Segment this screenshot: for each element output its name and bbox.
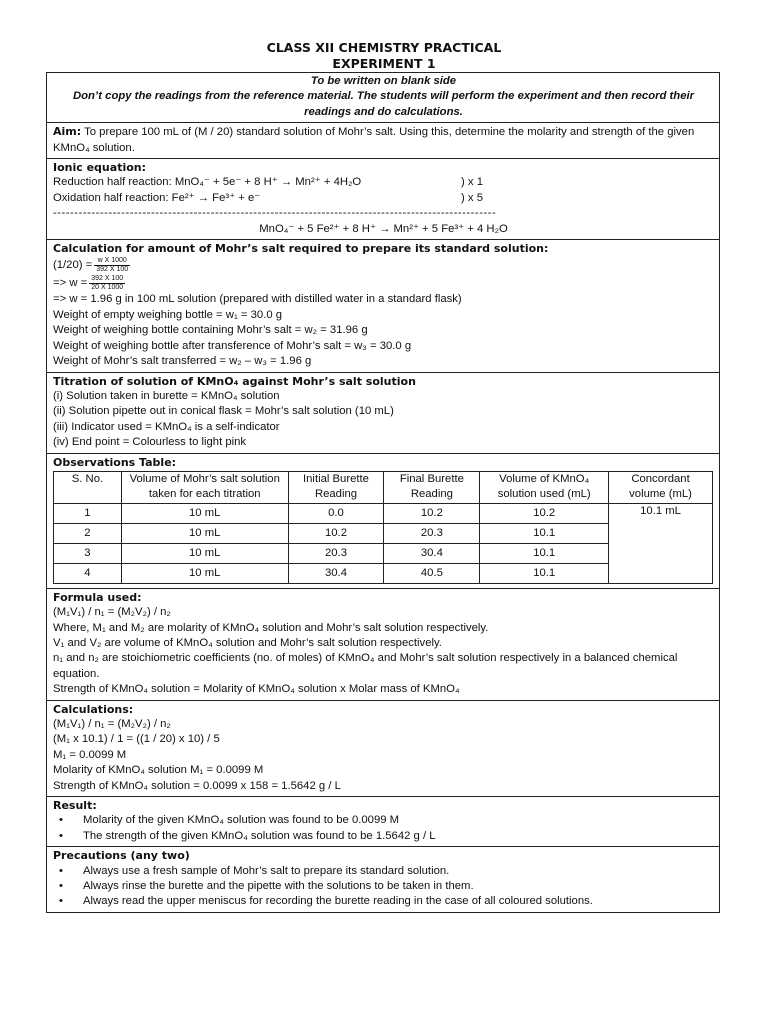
calculations-heading: Calculations: <box>53 702 134 716</box>
formula-2-numerator: 392 X 100 <box>91 274 124 282</box>
table-cell: 10.2 <box>288 523 384 543</box>
formula-line: Strength of KMnO₄ solution = Molarity of KMnO₄ solution x Molar mass of KMnO₄ <box>53 683 460 696</box>
overall-equation: MnO₄⁻ + 5 Fe²⁺ + 8 H⁺ → Mn²⁺ + 5 Fe³⁺ + 4 H₂O <box>259 222 508 235</box>
formula-line: (M₁V₁) / n₁ = (M₂V₂) / n₂ <box>53 606 171 619</box>
column-header: Final Burette Reading <box>384 471 480 503</box>
ionic-equation-section <box>47 159 719 240</box>
formula-heading: Formula used: <box>53 590 142 604</box>
table-cell: 4 <box>54 563 122 583</box>
formula-2-fraction <box>89 275 125 292</box>
formula-section <box>47 589 719 701</box>
formula-2-denominator: 20 X 1000 <box>91 283 124 291</box>
observations-heading: Observations Table: <box>53 455 177 469</box>
document-header <box>0 40 768 72</box>
column-header: Initial Burette Reading <box>288 471 384 503</box>
mohr-calc-line: Weight of weighing bottle containing Mohr’s salt = w₂ = 31.96 g <box>53 324 368 337</box>
formula-line: Where, M₁ and M₂ are molarity of KMnO₄ solution and Mohr’s salt solution respectively. <box>53 621 489 634</box>
table-cell: 10.1 <box>480 523 609 543</box>
ionic-heading: Ionic equation: <box>53 161 147 175</box>
table-cell: 30.4 <box>384 543 480 563</box>
observations-section <box>47 454 719 589</box>
table-cell: 20.3 <box>288 543 384 563</box>
reduction-half-reaction <box>53 175 714 190</box>
titration-line: (iii) Indicator used = KMnO₄ is a self-indicator <box>53 420 280 433</box>
formula-1-denominator: 392 X 100 <box>96 265 129 273</box>
table-cell: 10 mL <box>121 523 288 543</box>
list-item: • The strength of the given KMnO₄ solution was found to be 1.5642 g / L <box>53 829 714 844</box>
list-item: • Always read the upper meniscus for recording the burette reading in the case of all coloured solutions. <box>53 894 714 909</box>
weight-formula <box>53 274 714 292</box>
oxidation-half-reaction <box>53 191 714 206</box>
calculation-line: Molarity of KMnO₄ solution M₁ = 0.0099 M <box>53 764 264 777</box>
titration-line: (ii) Solution pipette out in conical flask = Mohr’s salt solution (10 mL) <box>53 405 394 418</box>
table-cell: 20.3 <box>384 523 480 543</box>
document-title: CLASS XII CHEMISTRY PRACTICAL <box>266 40 502 55</box>
table-cell: 2 <box>54 523 122 543</box>
list-item: • Always rinse the burette and the pipette with the solutions to be taken in them. <box>53 879 714 894</box>
mohr-salt-calculation-section <box>47 240 719 372</box>
table-cell: 10.1 <box>480 543 609 563</box>
formula-2-lhs: => w = <box>53 276 88 289</box>
oxidation-multiplier: ) x 5 <box>461 191 483 204</box>
mohr-calc-line: => w = 1.96 g in 100 mL solution (prepared with distilled water in a standard flask) <box>53 293 462 306</box>
list-item: • Always use a fresh sample of Mohr’s salt to prepare its standard solution. <box>53 864 714 879</box>
aim-text: To prepare 100 mL of (M / 20) standard solution of Mohr’s salt. Using this, determine the molarity and strength of the given KMnO₄ solution. <box>53 126 695 154</box>
concordant-volume-cell: 10.1 mL <box>609 503 713 583</box>
formula-line: V₁ and V₂ are volume of KMnO₄ solution and Mohr’s salt solution respectively. <box>53 636 442 649</box>
titration-section <box>47 373 719 454</box>
table-cell: 10.2 <box>480 503 609 523</box>
table-cell: 10 mL <box>121 503 288 523</box>
table-header-row <box>54 471 713 503</box>
precautions-list <box>53 864 714 910</box>
equation-divider: -------------------------------------------------------------------------------------------------------- <box>53 207 497 220</box>
precautions-section <box>47 847 719 912</box>
mohr-calc-heading: Calculation for amount of Mohr’s salt required to prepare its standard solution: <box>53 242 549 256</box>
table-cell: 10 mL <box>121 543 288 563</box>
mohr-calc-line: Weight of Mohr’s salt transferred = w₂ – w₃ = 1.96 g <box>53 355 312 368</box>
table-cell: 0.0 <box>288 503 384 523</box>
aim-section <box>47 123 719 159</box>
column-header: Concordant volume (mL) <box>609 471 713 503</box>
instruction-line-2: Don’t copy the readings from the reference material. The students will perform the experiment and then record their readings and do calculations. <box>72 90 695 118</box>
table-cell: 10.1 <box>480 563 609 583</box>
list-item: • Molarity of the given KMnO₄ solution was found to be 0.0099 M <box>53 813 714 828</box>
mohr-calc-line: Weight of weighing bottle after transference of Mohr’s salt = w₃ = 30.0 g <box>53 339 412 352</box>
reduction-multiplier: ) x 1 <box>461 176 483 189</box>
formula-line: n₁ and n₂ are stoichiometric coefficients (no. of moles) of KMnO₄ and Mohr’s salt solution respectively in a balanced chemical equation. <box>53 652 678 680</box>
instruction-line-1: To be written on blank side <box>310 75 457 87</box>
mohr-calc-line: Weight of empty weighing bottle = w₁ = 30.0 g <box>53 308 283 321</box>
calculations-section <box>47 701 719 797</box>
aim-label: Aim: <box>53 125 82 139</box>
instruction-note <box>47 73 719 123</box>
calculation-line: Strength of KMnO₄ solution = 0.0099 x 158 = 1.5642 g / L <box>53 779 341 792</box>
experiment-number: EXPERIMENT 1 <box>332 56 436 71</box>
table-cell: 1 <box>54 503 122 523</box>
formula-1-fraction <box>94 257 130 274</box>
table-cell: 40.5 <box>384 563 480 583</box>
calculation-line: M₁ = 0.0099 M <box>53 748 127 761</box>
table-cell: 3 <box>54 543 122 563</box>
precautions-heading: Precautions (any two) <box>53 849 190 863</box>
calculation-line: (M₁ x 10.1) / 1 = ((1 / 20) x 10) / 5 <box>53 733 220 746</box>
result-list <box>53 813 714 844</box>
table-cell: 10.2 <box>384 503 480 523</box>
calculation-line: (M₁V₁) / n₁ = (M₂V₂) / n₂ <box>53 718 171 730</box>
column-header: S. No. <box>54 471 122 503</box>
titration-line: (iv) End point = Colourless to light pink <box>53 436 247 449</box>
formula-1-numerator: w X 1000 <box>94 257 130 266</box>
practical-sheet <box>46 72 720 913</box>
result-section <box>47 797 719 847</box>
titration-line: (i) Solution taken in burette = KMnO₄ solution <box>53 389 280 402</box>
observations-table <box>53 471 713 584</box>
table-cell: 10 mL <box>121 563 288 583</box>
column-header: Volume of KMnO₄ solution used (mL) <box>480 471 609 503</box>
result-heading: Result: <box>53 799 97 813</box>
titration-heading: Titration of solution of KMnO₄ against Mohr’s salt solution <box>53 374 416 388</box>
reduction-text: Reduction half reaction: MnO₄⁻ + 5e⁻ + 8 H⁺ → Mn²⁺ + 4H₂O <box>53 176 362 189</box>
column-header: Volume of Mohr’s salt solution taken for each titration <box>121 471 288 503</box>
table-row <box>54 503 713 523</box>
formula-1-lhs: (1/20) = <box>53 258 93 271</box>
table-cell: 30.4 <box>288 563 384 583</box>
molarity-formula <box>53 256 714 274</box>
oxidation-text: Oxidation half reaction: Fe²⁺ → Fe³⁺ + e⁻ <box>53 191 261 204</box>
